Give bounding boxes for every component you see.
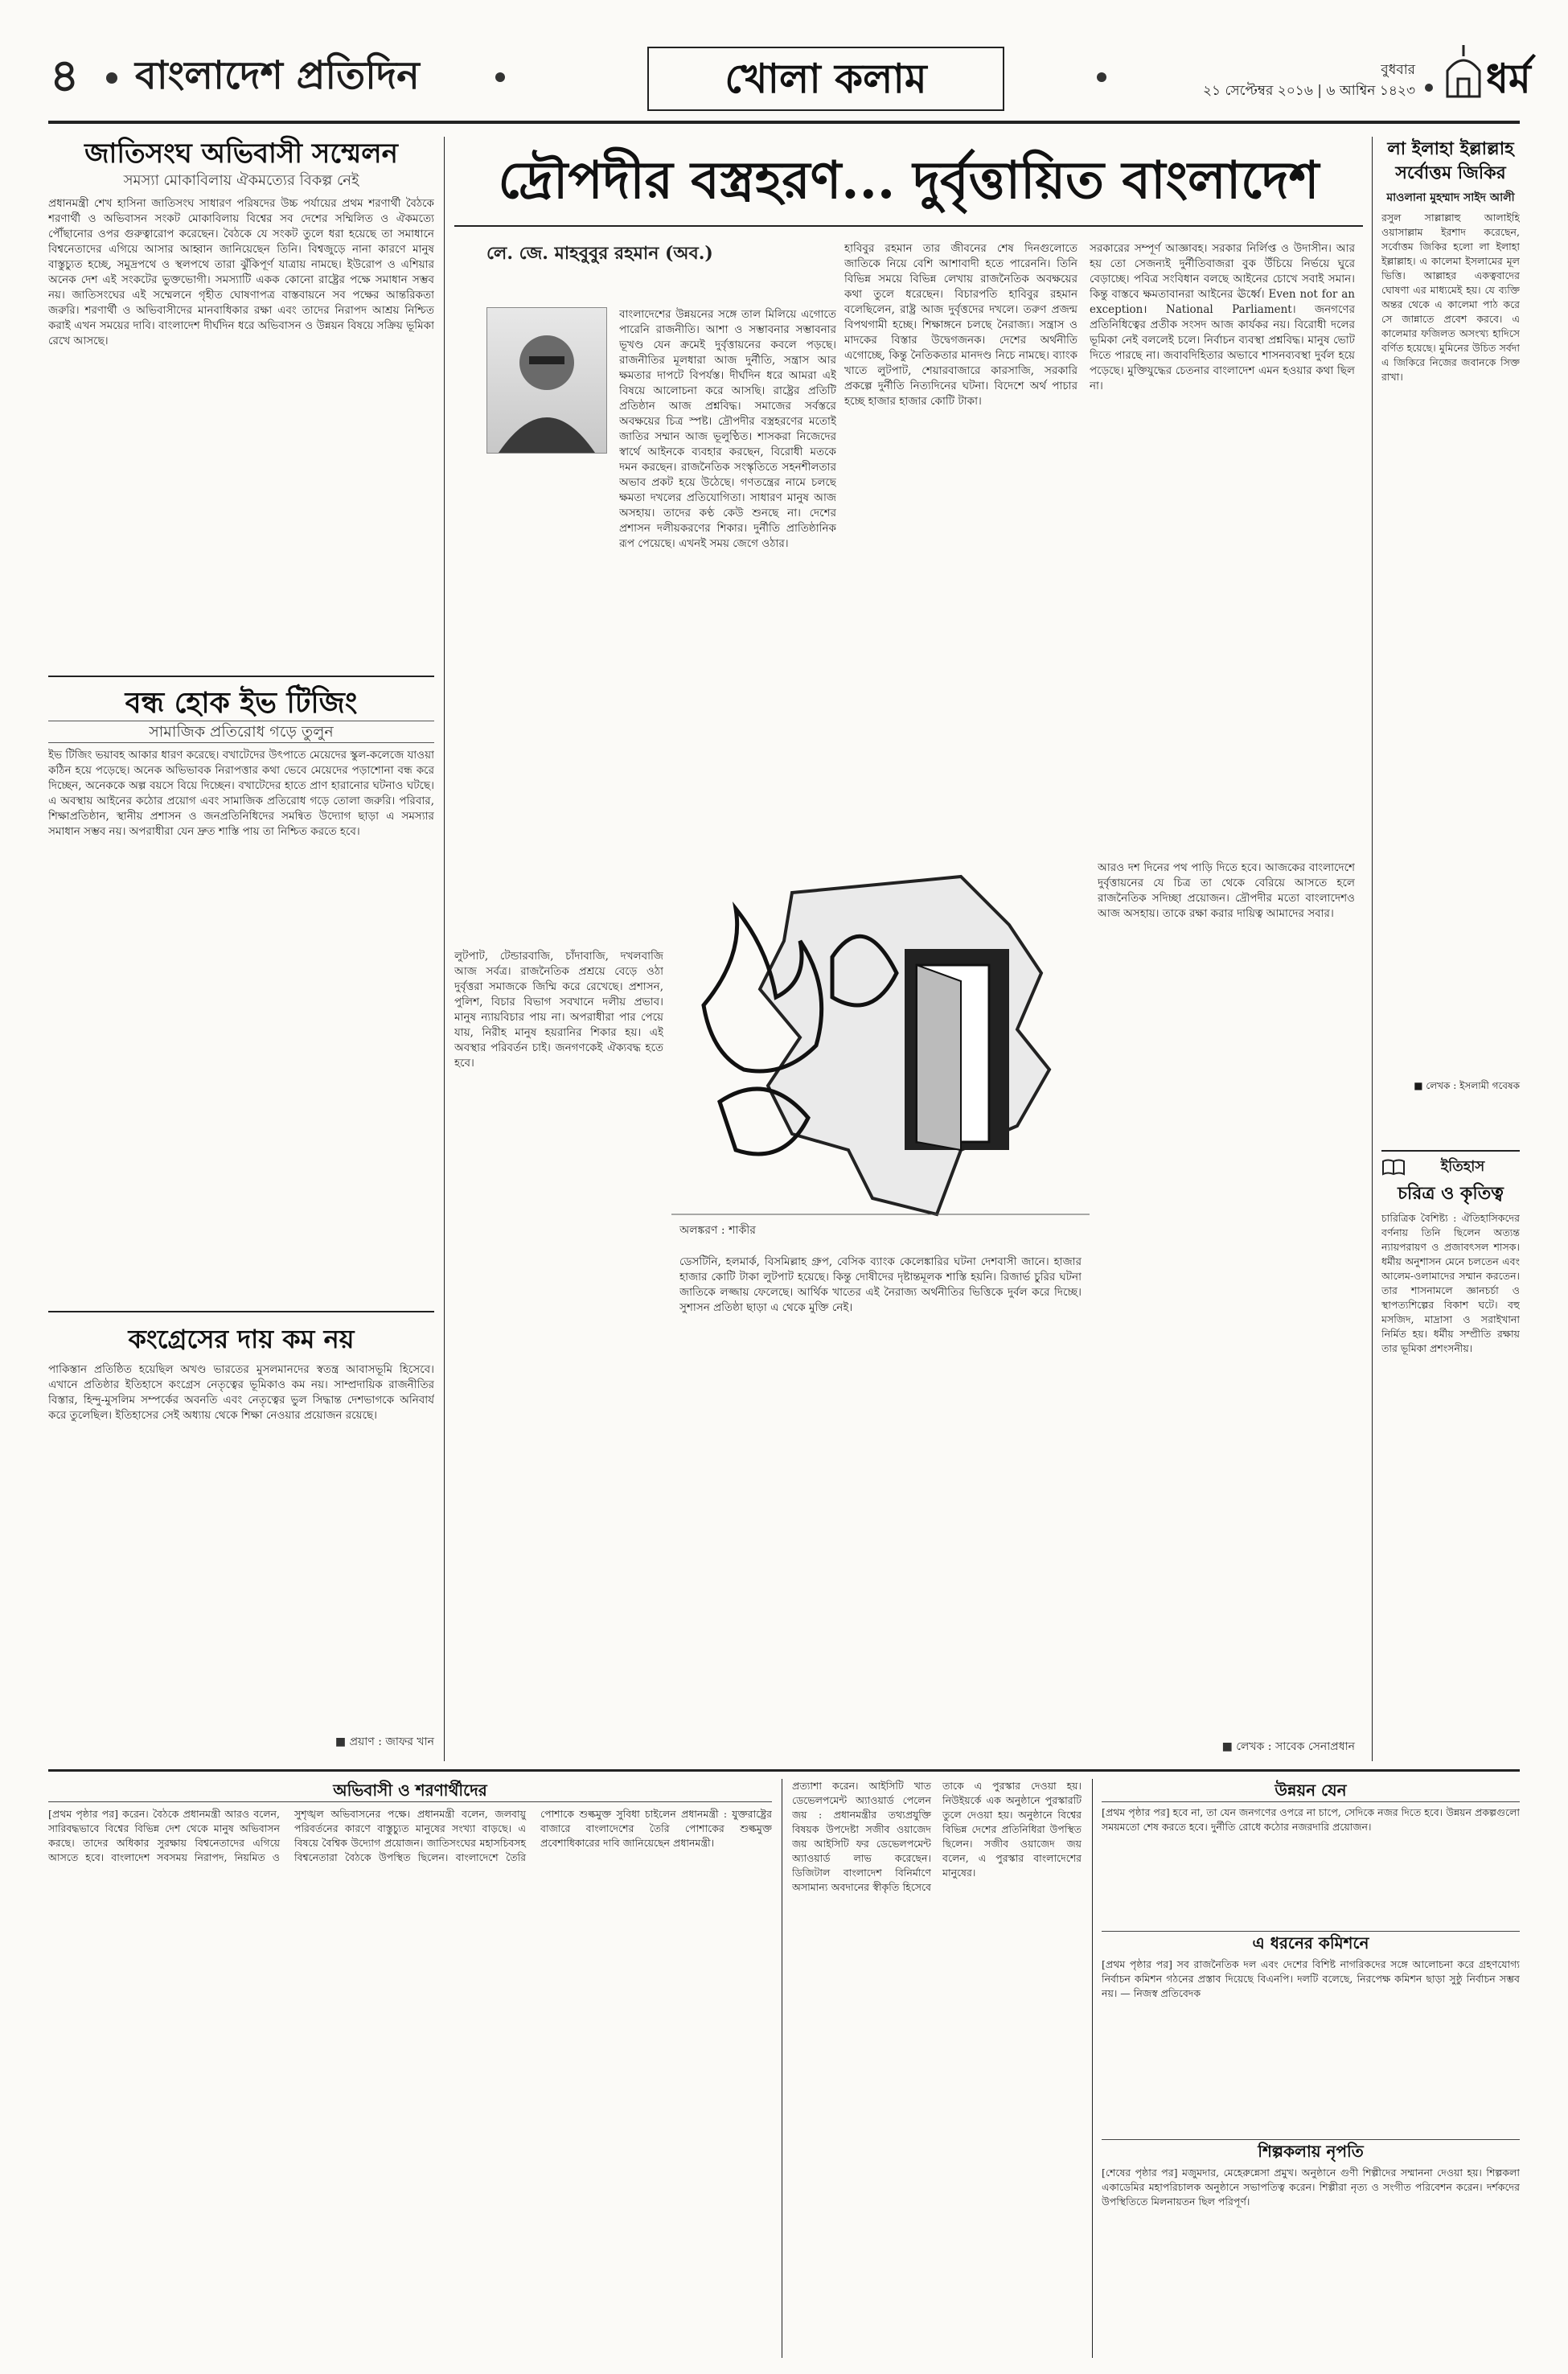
bullet-dot-icon: [106, 72, 117, 84]
story-body: ইভ টিজিং ভয়াবহ আকার ধারণ করেছে। বখাটেদের উৎপাতে মেয়েদের স্কুল-কলেজে যাওয়া কঠিন হয়ে পড়েছে। অনেক অভিভাবক নিরাপত্তার কথা ভেবে মেয়েদের পড়াশোনা বন্ধ করে দিচ্ছেন, অনেককে অল্প বয়সে বিয়ে দিচ্ছেন। বখাটেদের হাতে প্রাণ হারানোর ঘটনাও ঘটছে। এ অবস্থায় আইনের কঠোর প্রয়োগ এবং সামাজিক প্রতিরোধ গড়ে তোলা জরুরি। পরিবার, শিক্ষাপ্রতিষ্ঠান, স্থানীয় প্রশাসন ও জনপ্রতিনিধিদের সমন্বিত উদ্যোগ ছাড়া এ সমস্যার সমাধান সম্ভব নয়। অপরাধীরা যেন দ্রুত শাস্তি পায় তা নিশ্চিত করতে হবে।: [48, 749, 434, 838]
story-headline: লা ইলাহা ইল্লাল্লাহ সর্বোত্তম জিকির: [1387, 138, 1514, 183]
feature-col-lower-right: আরও দশ দিনের পথ পাড়ি দিতে হবে। আজকের বাংলাদেশে দুর্বৃত্তায়নের যে চিত্র তা থেকে বেরিয়ে আসতে হলে রাজনৈতিক সদিচ্ছা প্রয়োজন। দ্রৌপদীর মতো বাংলাদেশও আজ অসহায়। তাকে রক্ষা করার দায়িত্ব আমাদের সবার।: [1098, 861, 1355, 920]
story-credit: ■ প্রয়াণ : জাফর খান: [335, 1735, 434, 1748]
mosque-icon: [1443, 42, 1484, 98]
feature-col-2: হাবিবুর রহমান তার জীবনের শেষ দিনগুলোতে জাতিকে নিয়ে বেশি আশাবাদী হতে পারেননি। তিনি বিভিন্ন সময়ে বিভিন্ন লেখায় রাজনৈতিক অবক্ষয়ের কথা তুলে ধরেছেন। বিচারপতি হাবিবুর রহমান বলেছিলেন, রাষ্ট্র আজ দুর্বৃত্তদের দখলে। তরুণ প্রজন্ম বিপথগামী হচ্ছে। শিক্ষাঙ্গনে চলছে নৈরাজ্য। সন্ত্রাস ও মাদকের বিস্তার উদ্বেগজনক। দেশের অর্থনীতি এগোচ্ছে, কিন্তু নৈতিকতার মানদণ্ড নিচে নামছে। ব্যাংক খাতে লুটপাট, শেয়ারবাজারে কারসাজি, সরকারি প্রকল্পে দুর্নীতি নিত্যদিনের ঘটনা। বিদেশে অর্থ পাচার হচ্ছে হাজার হাজার কোটি টাকা।: [844, 242, 1077, 408]
author-photo: [486, 307, 607, 454]
story-headline: এ ধরনের কমিশনে: [1102, 1931, 1520, 1954]
feature-article: [454, 137, 1363, 1761]
bangladesh-map-illustration: [671, 860, 1090, 1247]
bottom-story-migrants: [48, 1779, 772, 2358]
feature-col-lower-left: লুটপাট, টেন্ডারবাজি, চাঁদাবাজি, দখলবাজি আজ সর্বত্র। রাজনৈতিক প্রশ্রয়ে বেড়ে ওঠা দুর্বৃত্তরা সমাজকে জিম্মি করে রেখেছে। প্রশাসন, পুলিশ, বিচার বিভাগ সবখানে দলীয় প্রভাব। মানুষ ন্যায়বিচার পায় না। অপরাধীরা পার পেয়ে যায়, নিরীহ মানুষ হয়রানির শিকার হয়। এই অবস্থার পরিবর্তন চাই। জনগণকেই ঐক্যবদ্ধ হতে হবে।: [454, 950, 663, 1070]
bullet-dot-icon: [1425, 84, 1433, 92]
story-body: [শেষের পৃষ্ঠার পর] মজুমদার, মেহেরুন্নেসা প্রমুখ। অনুষ্ঠানে গুণী শিল্পীদের সম্মাননা দেওয়া হয়। শিল্পকলা একাডেমির মহাপরিচালক অনুষ্ঠানে সভাপতিত্ব করেন। শিল্পীরা নৃত্য ও সংগীত পরিবেশন করেন। দর্শকদের উপস্থিতিতে মিলনায়তন ছিল পরিপূর্ণ।: [1102, 2167, 1520, 2208]
author-credit: ■ লেখক : সাবেক সেনাপ্রধান: [1221, 1740, 1355, 1753]
story-credit: ■ লেখক : ইসলামী গবেষক: [1414, 1080, 1520, 1091]
story-headline: শিল্পকলায় নৃপতি: [1102, 2139, 1520, 2162]
right-section-title: ধর্ম: [1486, 55, 1531, 102]
bullet-dot-icon: [495, 72, 505, 82]
book-icon: [1381, 1158, 1406, 1176]
feature-byline: লে. জে. মাহবুবুর রহমান (অব.): [486, 243, 713, 264]
story-headline: অভিবাসী ও শরণার্থীদের: [48, 1779, 772, 1802]
story-eve-teasing: [48, 676, 434, 1296]
story-body: প্রত্যাশা করেন। আইসিটি খাত ডেভেলপমেন্ট অ্যাওয়ার্ড পেলেন জয় : প্রধানমন্ত্রীর তথ্যপ্রযুক্তি বিষয়ক উপদেষ্টা সজীব ওয়াজেদ জয় আইসিটি ফর ডেভেলপমেন্ট অ্যাওয়ার্ড লাভ করেছেন। ডিজিটাল বাংলাদেশ বিনির্মাণে অসামান্য অবদানের স্বীকৃতি হিসেবে তাকে এ পুরস্কার দেওয়া হয়। নিউইয়র্কে এক অনুষ্ঠানে পুরস্কারটি তুলে দেওয়া হয়। অনুষ্ঠানে বিশ্বের বিভিন্ন দেশের প্রতিনিধিরা উপস্থিত ছিলেন। সজীব ওয়াজেদ জয় বলেন, এ পুরস্কার বাংলাদেশের মানুষের।: [792, 1780, 1082, 1893]
story-zikr: [1381, 137, 1520, 1134]
bottom-section-rule: [48, 1769, 1520, 1772]
column-divider: [444, 137, 445, 1761]
bottom-story-ict: [792, 1779, 1082, 2358]
story-body: চারিত্রিক বৈশিষ্ট্য : ঐতিহাসিকদের বর্ণনায় তিনি ছিলেন অত্যন্ত ন্যায়পরায়ণ ও প্রজাবৎসল শাসক। ধর্মীয় অনুশাসন মেনে চলতেন এবং আলেম-ওলামাদের সম্মান করতেন। তার শাসনামলে জ্ঞানচর্চা ও স্থাপত্যশিল্পের বিকাশ ঘটে। বহু মসজিদ, মাদ্রাসা ও সরাইখানা নির্মিত হয়। ধর্মীয় সম্প্রীতি রক্ষায় তার ভূমিকা প্রশংসনীয়।: [1381, 1212, 1520, 1354]
story-subhead: সমস্যা মোকাবিলায় ঐকমত্যের বিকল্প নেই: [123, 172, 359, 189]
image-caption: অলঙ্করণ : শাকীর: [679, 1224, 756, 1237]
story-body: [প্রথম পৃষ্ঠার পর] সব রাজনৈতিক দল এবং দেশের বিশিষ্ট নাগরিকদের সঙ্গে আলোচনা করে গ্রহণযোগ্য নির্বাচন কমিশন গঠনের প্রস্তাব দিয়েছে বিএনপি। দলটি বলেছে, নিরপেক্ষ কমিশন ছাড়া সুষ্ঠু নির্বাচন সম্ভব নয়। — নিজস্ব প্রতিবেদক: [1102, 1958, 1520, 1999]
story-body: প্রধানমন্ত্রী শেখ হাসিনা জাতিসংঘ সাধারণ পরিষদের উচ্চ পর্যায়ের প্রথম শরণার্থী বৈঠকে শরণার্থী ও অভিবাসন সংকট মোকাবিলায় বিশ্বের সব দেশের সম্মিলিত ও ঐকমত্যে পৌঁছানোর ওপর গুরুত্বারোপ করেছেন। বৈঠকে যে সংকট তুলে ধরা হয়েছে তা সমাধানে বিশ্বনেতাদের এগিয়ে আসার আহ্বান জানিয়েছেন তিনি। বিশ্বজুড়ে নানা কারণে মানুষ বাস্তুচ্যুত হচ্ছে, সমুদ্রপথে ও স্থলপথে তারা ঝুঁকিপূর্ণ যাত্রায় নামছে। ইউরোপ ও এশিয়ার অনেক দেশ এই সংকটের ভুক্তভোগী। সমস্যাটি একক কোনো রাষ্ট্রের পক্ষে সমাধান সম্ভব নয়। জাতিসংঘের এই সম্মেলনে গৃহীত ঘোষণাপত্র বাস্তবায়নে সব পক্ষের আন্তরিকতা জরুরি। শরণার্থী ও অভিবাসীদের মানবাধিকার রক্ষা এবং তাদের নিরাপদ আশ্রয় নিশ্চিত করাই এখন সময়ের দাবি। বাংলাদেশ দীর্ঘদিন ধরে অভিবাসন ও উন্নয়ন বিষয়ে সক্রিয় ভূমিকা রেখে আসছে।: [48, 197, 434, 347]
left-column: [48, 137, 434, 1761]
paper-name: বাংলাদেশ প্রতিদিন: [135, 53, 420, 98]
story-headline: জাতিসংঘ অভিবাসী সম্মেলন: [84, 138, 398, 170]
feature-col-3: সরকারের সম্পূর্ণ আজ্ঞাবহ। সরকার নির্লিপ্ত ও উদাসীন। আর হয় তো সেজন্যই দুর্নীতিবাজরা বুক উঁচিয়ে নির্ভয়ে ঘুরে বেড়াচ্ছে। পবিত্র সংবিধান বলছে আইনের চোখে সবাই সমান। কিন্তু বাস্তবে ক্ষমতাবানরা আইনের ঊর্ধ্বে। Even not for an exception। National Parliament। জনগণের প্রতিনিধিত্বের প্রতীক সংসদ আজ কার্যকর নয়। বিরোধী দলের ভূমিকা নেই বললেই চলে। নির্বাচন ব্যবস্থা প্রশ্নবিদ্ধ। মানুষ ভোট দিতে পারছে না। জবাবদিহিতার অভাবে শাসনব্যবস্থা দুর্বল হয়ে পড়েছে। মুক্তিযুদ্ধের চেতনার বাংলাদেশ এমন হওয়ার কথা ছিল না।: [1090, 242, 1355, 392]
column-divider: [1092, 1779, 1093, 2358]
feature-headline: দ্রৌপদীর বস্ত্রহরণ... দুর্বৃত্তায়িত বাংলাদেশ: [454, 137, 1363, 227]
right-column: [1381, 137, 1520, 1761]
section-title-box: [647, 47, 1004, 111]
story-headline: চরিত্র ও কৃতিত্ব: [1398, 1183, 1504, 1204]
story-headline: কংগ্রেসের দায় কম নয়: [128, 1324, 355, 1354]
story-body: রসুল সাল্লাল্লাহু আলাইহি ওয়াসাল্লাম ইরশাদ করেছেন, সর্বোত্তম জিকির হলো লা ইলাহা ইল্লাল্লাহ। এ কালেমা ইসলামের মূল ভিত্তি। আল্লাহর একত্ববাদের ঘোষণা এর মাধ্যমেই হয়। যে ব্যক্তি অন্তর থেকে এ কালেমা পাঠ করে সে জান্নাতে প্রবেশ করবে। এ কালেমার ফজিলত অসংখ্য হাদিসে বর্ণিত হয়েছে। মুমিনের উচিত সর্বদা এ জিকিরে নিজের জবানকে সিক্ত রাখা।: [1381, 212, 1520, 383]
story-body: পাকিস্তান প্রতিষ্ঠিত হয়েছিল অখণ্ড ভারতের মুসলমানদের স্বতন্ত্র আবাসভূমি হিসেবে। এখানে প্রতিষ্ঠার ইতিহাসে কংগ্রেস নেতৃত্বের ভূমিকাও কম নয়। সাম্প্রদায়িক রাজনীতির বিস্তার, হিন্দু-মুসলিম সম্পর্কের অবনতি এবং নেতৃত্বের ভুল সিদ্ধান্ত দেশভাগকে অনিবার্য করে তুলেছিল। ইতিহাসের সেই অধ্যায় থেকে শিক্ষা নেওয়ার প্রয়োজন রয়েছে।: [48, 1363, 434, 1422]
story-headline: উন্নয়ন যেন: [1102, 1779, 1520, 1802]
masthead: [0, 0, 1568, 129]
story-body: [প্রথম পৃষ্ঠার পর] করেন। বৈঠকে প্রধানমন্ত্রী আরও বলেন, সারিবদ্ধভাবে বিশ্বের বিভিন্ন দেশ থেকে মানুষ অভিবাসন করছে। তাদের অধিকার সুরক্ষায় বিশ্বনেতাদের এগিয়ে আসতে হবে। বাংলাদেশ সবসময় নিরাপদ, নিয়মিত ও সুশৃঙ্খল অভিবাসনের পক্ষে। প্রধানমন্ত্রী বলেন, জলবায়ু পরিবর্তনের কারণে বাস্তুচ্যুত মানুষের সংখ্যা বাড়ছে। এ বিষয়ে বৈশ্বিক উদ্যোগ প্রয়োজন। জাতিসংঘের মহাসচিবসহ বিশ্বনেতারা বৈঠকে উপস্থিত ছিলেন। বাংলাদেশে তৈরি পোশাকে শুল্কমুক্ত সুবিধা চাইলেন প্রধানমন্ত্রী : যুক্তরাষ্ট্রের বাজারে বাংলাদেশের তৈরি পোশাকের শুল্কমুক্ত প্রবেশাধিকারের দাবি জানিয়েছেন প্রধানমন্ত্রী।: [48, 1808, 772, 1863]
story-congress: [48, 1311, 434, 1772]
feature-illustration: [671, 860, 1090, 1247]
story-un-migration: [48, 137, 434, 667]
story-history: [1381, 1150, 1520, 1769]
section-label: ইতিহাস: [1440, 1158, 1485, 1175]
page-number: ৪: [50, 49, 80, 102]
person-icon: [487, 308, 606, 453]
story-author: মাওলানা মুহম্মাদ সাইদ আলী: [1386, 191, 1515, 204]
story-headline: বন্ধ হোক ইভ টিজিং: [125, 686, 358, 720]
column-divider: [1372, 137, 1373, 1761]
story-subhead: সামাজিক প্রতিরোধ গড়ে তুলুন: [48, 721, 434, 743]
masthead-rule: [48, 121, 1520, 124]
story-body: [প্রথম পৃষ্ঠার পর] হবে না, তা যেন জনগণের ওপরে না চাপে, সেদিকে নজর দিতে হবে। উন্নয়ন প্রকল্পগুলো সময়মতো শেষ করতে হবে। দুর্নীতি রোধে কঠোর নজরদারি প্রয়োজন।: [1102, 1806, 1520, 1833]
feature-col-lower-mid: ডেসটিনি, হলমার্ক, বিসমিল্লাহ গ্রুপ, বেসিক ব্যাংক কেলেঙ্কারির ঘটনা দেশবাসী জানে। হাজার হাজার কোটি টাকা লুটপাট হয়েছে। কিন্তু দোষীদের দৃষ্টান্তমূলক শাস্তি হয়নি। রিজার্ভ চুরির ঘটনা জাতিকে লজ্জায় ফেলেছে। আর্থিক খাতের এই নৈরাজ্য অর্থনীতির ভিত্তিকে দুর্বল করে দিচ্ছে। সুশাসন প্রতিষ্ঠা ছাড়া এ থেকে মুক্তি নেই।: [679, 1255, 1082, 1314]
section-title: খোলা কলাম: [724, 55, 927, 102]
feature-col-1: বাংলাদেশের উন্নয়নের সঙ্গে তাল মিলিয়ে এগোতে পারেনি রাজনীতি। আশা ও সম্ভাবনার সম্ভাবনার ভূখণ্ড যেন ক্রমেই দুর্বৃত্তায়নের কবলে পড়ছে। রাজনীতির মূলধারা আজ দুর্নীতি, সন্ত্রাস আর ক্ষমতার দাপটে বিপর্যস্ত। দীর্ঘদিন ধরে আমরা এই বিষয়ে আলোচনা করে আসছি। রাষ্ট্রের প্রতিটি প্রতিষ্ঠান আজ প্রশ্নবিদ্ধ। সমাজের সর্বস্তরে অবক্ষয়ের চিত্র স্পষ্ট। দ্রৌপদীর বস্ত্রহরণের মতোই জাতির সম্মান আজ ভূলুণ্ঠিত। শাসকরা নিজেদের স্বার্থে আইনকে ব্যবহার করছেন, বিরোধী মতকে দমন করছেন। রাজনৈতিক সংস্কৃতিতে সহনশীলতার অভাব প্রকট হয়ে উঠেছে। গণতন্ত্রের নামে চলছে ক্ষমতা দখলের প্রতিযোগিতা। সাধারণ মানুষ আজ অসহায়। তাদের কণ্ঠ কেউ শুনছে না। দেশের প্রশাসন দলীয়করণের শিকার। দুর্নীতি প্রাতিষ্ঠানিক রূপ পেয়েছে। এখনই সময় জেগে ওঠার।: [619, 308, 836, 550]
day-label: বুধবার: [1381, 62, 1415, 78]
bullet-dot-icon: [1097, 72, 1106, 82]
bottom-right-stories: [1102, 1779, 1520, 2358]
date-label: ২১ সেপ্টেম্বর ২০১৬ | ৬ আশ্বিন ১৪২৩: [1202, 83, 1415, 99]
